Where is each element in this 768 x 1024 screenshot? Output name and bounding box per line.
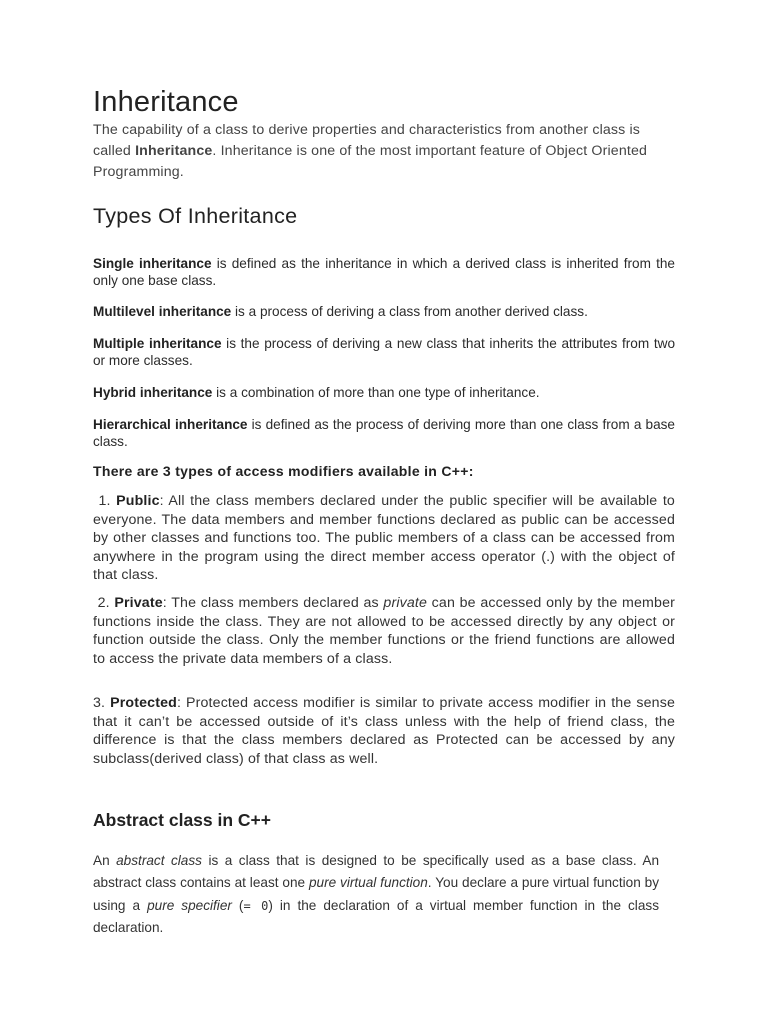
- abstract-text: . You declare a pure virtual function by using a: [93, 875, 659, 913]
- type-text: is a process of deriving a class from another derived class.: [231, 304, 588, 319]
- modifier-public: [93, 492, 675, 585]
- type-term: Multilevel inheritance: [93, 304, 232, 319]
- abstract-italic: pure specifier: [147, 897, 232, 913]
- type-single: [93, 255, 675, 289]
- intro-text-2: . Inheritance is one of the most important feature of Object Oriented Programming.: [93, 143, 648, 180]
- modifier-term: Public: [116, 493, 160, 509]
- type-term: Hybrid inheritance: [93, 385, 213, 400]
- modifier-term: Protected: [110, 695, 177, 711]
- type-text: is a combination of more than one type of inheritance.: [212, 385, 540, 400]
- abstract-text: (: [231, 897, 244, 913]
- intro-term: Inheritance: [135, 143, 213, 159]
- page-title: Inheritance: [93, 86, 239, 118]
- code-snippet: = 0: [243, 898, 269, 913]
- abstract-italic: pure virtual function: [308, 875, 428, 891]
- intro-text-1: The capability of a class to derive properties and characteristics from another class is called: [93, 122, 641, 159]
- abstract-text: is a class that is designed to be specifically used as a base class. An abstract class contains at least one: [93, 853, 659, 891]
- type-term: Single inheritance: [93, 256, 212, 271]
- modifier-text: : The class members declared as: [162, 595, 384, 611]
- list-number: 2.: [93, 595, 115, 611]
- type-hybrid: [93, 384, 675, 401]
- type-text: is the process of deriving a new class that inherits the attributes from two or more classes.: [93, 336, 675, 368]
- modifier-italic: private: [383, 595, 428, 611]
- modifier-private: [93, 594, 675, 668]
- list-number: 3.: [93, 695, 111, 711]
- type-text: is defined as the inheritance in which a derived class is inherited from the only one base class.: [93, 256, 675, 288]
- abstract-heading: Abstract class in C++: [93, 810, 271, 830]
- access-modifiers-heading: There are 3 types of access modifiers available in C++:: [93, 463, 474, 479]
- abstract-paragraph: [93, 850, 659, 939]
- type-multilevel: [93, 303, 675, 320]
- modifier-text: : All the class members declared under the public specifier will be available to everyone. The data members and member functions declared as public can be accessed by other classes and functions too. The public members of a class can be accessed from anywhere in the program using the direct member access operator (.) with the object of that class.: [93, 493, 675, 583]
- modifier-text: can be accessed only by the member functions inside the class. They are not allowed to be accessed directly by any object or function outside the class. Only the member functions or the friend functions are allowed to access the private data members of a class.: [93, 595, 675, 667]
- intro-paragraph: [93, 120, 673, 183]
- type-hierarchical: [93, 416, 675, 450]
- type-text: is defined as the process of deriving more than one class from a base class.: [93, 417, 675, 449]
- abstract-text: ) in the declaration of a virtual member function in the class declaration.: [93, 897, 659, 935]
- type-term: Hierarchical inheritance: [93, 417, 248, 432]
- types-heading: Types Of Inheritance: [93, 204, 298, 228]
- list-number: 1.: [93, 493, 117, 509]
- abstract-italic: abstract class: [116, 853, 202, 868]
- modifier-text: : Protected access modifier is similar to private access modifier in the sense that it can’t be accessed outside of it’s class unless with the help of friend class, the difference is that the class members declared as Protected can be accessed by any subclass(derived class) of that class as well.: [93, 695, 675, 767]
- type-multiple: [93, 335, 675, 369]
- type-term: Multiple inheritance: [93, 336, 222, 351]
- modifier-term: Private: [114, 595, 163, 611]
- modifier-protected: [93, 694, 675, 768]
- abstract-text: An: [93, 853, 117, 868]
